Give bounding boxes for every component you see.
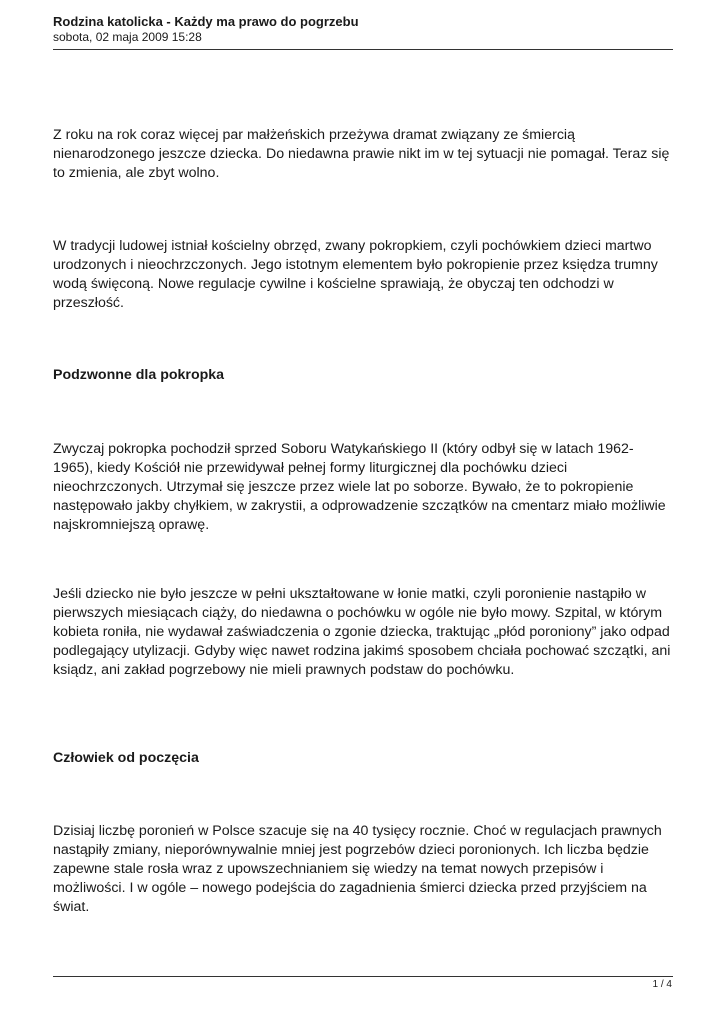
section-heading-pokropek: Podzwonne dla pokropka [53, 367, 225, 383]
custom-paragraph: Zwyczaj pokropka pochodził sprzed Soboru Watykańskiego II (który odbył się w latach 1962-1965), kiedy Kościół nie przewidywał pełnej formy liturgicznej dla pochówku dzieci nieochrzczonych. Utrzymał się jeszcze przez wiele lat po soborze. Bywało, że to pokropienie następowało jakby chyłkiem, w zakrystii, a odprowadzenie szczątków na cmentarz miało możliwie najskromniejszą oprawę. [53, 441, 666, 533]
tradition-paragraph: W tradycji ludowej istniał kościelny obrzęd, zwany pokropkiem, czyli pochówkiem dzieci martwo urodzonych i nieochrzczonych. Jego istotnym elementem było pokropienie przez księdza trumny wodą święconą. Nowe regulacje cywilne i kościelne sprawiają, że obyczaj ten odchodzi w przeszłość. [53, 238, 658, 311]
intro-paragraph: Z roku na rok coraz więcej par małżeńskich przeżywa dramat związany ze śmiercią nienarodzonego jeszcze dziecka. Do niedawna prawie nikt im w tej sytuacji nie pomagał. Teraz się to zmienia, ale zbyt wolno. [53, 127, 670, 181]
header-divider [53, 49, 673, 50]
page-number: 1 / 4 [652, 979, 672, 990]
section-heading-czlowiek: Człowiek od poczęcia [53, 750, 199, 766]
miscarriage-paragraph: Jeśli dziecko nie było jeszcze w pełni ukształtowane w łonie matki, czyli poronienie nastąpiło w pierwszych miesiącach ciąży, do niedawna o pochówku w ogóle nie było mowy. Szpital, w którym kobieta roniła, nie wydawał zaświadczenia o zgonie dziecka, traktując „płód poroniony” jako odpad podlegający utylizacji. Gdyby więc nawet rodzina jakimś sposobem chciała pochować szczątki, ani ksiądz, ani zakład pogrzebowy nie mieli prawnych podstaw do pochówku. [53, 586, 671, 678]
document-date: sobota, 02 maja 2009 15:28 [53, 30, 202, 44]
document-title: Rodzina katolicka - Każdy ma prawo do pogrzebu [53, 14, 359, 29]
statistics-paragraph: Dzisiaj liczbę poronień w Polsce szacuje się na 40 tysięcy rocznie. Choć w regulacjach prawnych nastąpiły zmiany, nieporównywalnie mniej jest pogrzebów dzieci poronionych. Ich liczba będzie zapewne stale rosła wraz z upowszechnianiem się wiedzy na temat nowych przepisów i możliwości. I w ogóle – nowego podejścia do zagadnienia śmierci dziecka przed przyjściem na świat. [53, 823, 662, 915]
document-header [53, 14, 673, 45]
footer-divider [53, 976, 673, 977]
